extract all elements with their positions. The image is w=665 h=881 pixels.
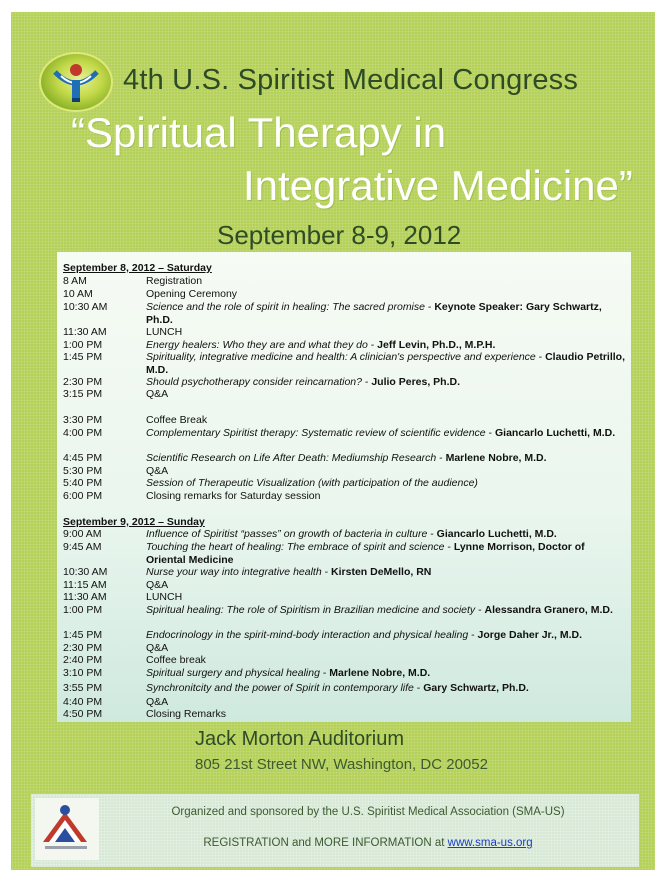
- session-description: Scientific Research on Life After Death: Mediumship Research - Marlene Nobre, M.D.: [146, 452, 547, 464]
- session-speaker: Jeff Levin, Ph.D., M.P.H.: [377, 339, 496, 351]
- congress-logo-icon: [39, 52, 113, 112]
- session-time: 3:10 PM: [63, 667, 103, 679]
- session-title: Q&A: [146, 642, 169, 654]
- session-time: 2:40 PM: [63, 654, 103, 666]
- session-time: 1:00 PM: [63, 604, 103, 616]
- session-speaker: Giancarlo Luchetti, M.D.: [436, 528, 557, 540]
- session-description: Energy healers: Who they are and what they do - Jeff Levin, Ph.D., M.P.H.: [146, 339, 496, 351]
- session-description: [146, 654, 626, 667]
- session-description: [146, 388, 626, 401]
- session-title: Q&A: [146, 465, 169, 477]
- event-dates: September 8-9, 2012: [217, 220, 462, 250]
- session-title: Energy healers: Who they are and what they do: [146, 339, 368, 351]
- session-speaker: Julio Peres, Ph.D.: [371, 376, 461, 388]
- sponsor-text: Organized and sponsored by the U.S. Spiritist Medical Association (SMA-US): [171, 806, 565, 818]
- session-description: [146, 642, 626, 655]
- session-description: Complementary Spiritist therapy: Systematic review of scientific evidence - Giancarlo Luchetti, M.D.: [146, 427, 616, 439]
- session-speaker: Kirsten DeMello, RN: [331, 566, 432, 578]
- session-description: Synchronitcity and the power of Spirit in contemporary life - Gary Schwartz, Ph.D.: [146, 682, 529, 694]
- session-speaker: Jorge Daher Jr., M.D.: [477, 629, 582, 641]
- schedule-panel: [57, 252, 631, 722]
- session-description: [146, 465, 626, 478]
- session-description: Nurse your way into integrative health - Kirsten DeMello, RN: [146, 566, 432, 578]
- session-time: 4:50 PM: [63, 708, 103, 720]
- session-description: [146, 275, 626, 288]
- session-title: Closing remarks for Saturday session: [146, 490, 321, 502]
- session-time: 10:30 AM: [63, 301, 108, 313]
- day1-heading: September 8, 2012 – Saturday: [63, 262, 212, 274]
- session-time: 2:30 PM: [63, 376, 103, 388]
- session-time: 3:55 PM: [63, 682, 103, 694]
- congress-title: 4th U.S. Spiritist Medical Congress: [123, 64, 579, 96]
- session-title: Science and the role of spirit in healing: The sacred promise: [146, 301, 425, 313]
- session-title: Spirituality, integrative medicine and health: A clinician's perspective and experience: [146, 351, 536, 363]
- session-speaker: Claudio Petrillo, M.D.: [146, 351, 626, 376]
- session-title: Session of Therapeutic Visualization (with participation of the audience): [146, 477, 478, 489]
- registration-text: [148, 837, 588, 849]
- session-description: Endocrinology in the spirit-mind-body interaction and physical healing - Jorge Daher Jr., M.D.: [146, 629, 582, 641]
- session-description: Spiritual healing: The role of Spiritism in Brazilian medicine and society - Alessandra Granero, M.D.: [146, 604, 613, 616]
- footer-box: [31, 794, 639, 867]
- sma-us-logo-icon: [35, 798, 99, 860]
- session-title: Complementary Spiritist therapy: Systematic review of scientific evidence: [146, 427, 486, 439]
- session-title: Touching the heart of healing: The embrace of spirit and science: [146, 541, 445, 553]
- session-speaker: Giancarlo Luchetti, M.D.: [494, 427, 616, 439]
- session-description: [146, 414, 626, 427]
- session-description: [146, 696, 626, 709]
- session-title: Spiritual healing: The role of Spiritism in Brazilian medicine and society: [146, 604, 476, 616]
- session-title: Q&A: [146, 579, 169, 591]
- session-title: Should psychotherapy consider reincarnation?: [146, 376, 362, 388]
- session-title: LUNCH: [146, 591, 183, 603]
- theme-title-line-2: Integrative Medicine”: [243, 162, 633, 209]
- session-description: [146, 591, 626, 604]
- session-title: Endocrinology in the spirit-mind-body interaction and physical healing: [146, 629, 469, 641]
- session-speaker: Keynote Speaker: Gary Schwartz, Ph.D.: [146, 301, 602, 326]
- session-description: Touching the heart of healing: The embrace of spirit and science - Lynne Morrison, Doctor of Oriental Medicine: [146, 541, 585, 566]
- session-time: 2:30 PM: [63, 642, 103, 654]
- day2-heading: September 9, 2012 – Sunday: [63, 516, 205, 528]
- session-description: Science and the role of spirit in healing: The sacred promise - Keynote Speaker: Gary Schwartz, Ph.D.: [146, 301, 602, 326]
- poster: [11, 12, 655, 870]
- registration-prefix: REGISTRATION and MORE INFORMATION at: [203, 837, 448, 849]
- session-time: 1:00 PM: [63, 339, 103, 351]
- session-time: 1:45 PM: [63, 629, 103, 641]
- session-description: [146, 579, 626, 592]
- session-title: Coffee Break: [146, 414, 208, 426]
- session-description: Should psychotherapy consider reincarnation? - Julio Peres, Ph.D.: [146, 376, 461, 388]
- session-time: 6:00 PM: [63, 490, 103, 502]
- session-title: Registration: [146, 275, 203, 287]
- session-description: [146, 477, 626, 490]
- session-description: [146, 490, 626, 503]
- theme-title-line-1: “Spiritual Therapy in: [71, 109, 447, 156]
- session-time: 8 AM: [63, 275, 87, 287]
- session-time: 4:00 PM: [63, 427, 103, 439]
- venue-address: 805 21st Street NW, Washington, DC 20052: [195, 756, 488, 773]
- session-description: [146, 326, 626, 339]
- session-title: Coffee break: [146, 654, 206, 666]
- session-time: 11:15 AM: [63, 579, 107, 591]
- session-speaker: Marlene Nobre, M.D.: [445, 452, 547, 464]
- session-title: Spiritual surgery and physical healing: [146, 667, 320, 679]
- session-description: Spiritual surgery and physical healing - Marlene Nobre, M.D.: [146, 667, 431, 679]
- session-time: 1:45 PM: [63, 351, 103, 363]
- session-title: Synchronitcity and the power of Spirit in contemporary life: [146, 682, 414, 694]
- session-time: 5:40 PM: [63, 477, 103, 489]
- session-time: 4:40 PM: [63, 696, 103, 708]
- session-time: 4:45 PM: [63, 452, 103, 464]
- session-title: Scientific Research on Life After Death: Mediumship Research: [146, 452, 437, 464]
- session-time: 10 AM: [63, 288, 93, 300]
- session-title: LUNCH: [146, 326, 183, 338]
- session-time: 11:30 AM: [63, 326, 107, 338]
- session-time: 5:30 PM: [63, 465, 103, 477]
- website-link[interactable]: www.sma-us.org: [447, 837, 533, 849]
- session-time: 3:30 PM: [63, 414, 103, 426]
- session-time: 3:15 PM: [63, 388, 103, 400]
- session-description: [146, 708, 626, 721]
- session-speaker: Marlene Nobre, M.D.: [329, 667, 431, 679]
- session-time: 9:00 AM: [63, 528, 102, 540]
- session-time: 9:45 AM: [63, 541, 102, 553]
- session-description: Influence of Spiritist “passes” on growth of bacteria in culture - Giancarlo Luchetti, M.D.: [146, 528, 557, 540]
- session-title: Closing Remarks: [146, 708, 226, 720]
- session-title: Nurse your way into integrative health: [146, 566, 322, 578]
- session-speaker: Gary Schwartz, Ph.D.: [423, 682, 529, 694]
- session-speaker: Alessandra Granero, M.D.: [484, 604, 613, 616]
- session-description: Spirituality, integrative medicine and health: A clinician's perspective and experience - Claudio Petrillo, M.D.: [146, 351, 626, 376]
- session-title: Q&A: [146, 388, 169, 400]
- session-description: [146, 288, 626, 301]
- session-title: Influence of Spiritist “passes” on growth of bacteria in culture: [146, 528, 428, 540]
- session-title: Opening Ceremony: [146, 288, 238, 300]
- session-title: Q&A: [146, 696, 169, 708]
- venue-name: Jack Morton Auditorium: [195, 728, 404, 750]
- session-speaker: Lynne Morrison, Doctor of Oriental Medicine: [146, 541, 585, 566]
- session-time: 10:30 AM: [63, 566, 108, 578]
- session-time: 11:30 AM: [63, 591, 107, 603]
